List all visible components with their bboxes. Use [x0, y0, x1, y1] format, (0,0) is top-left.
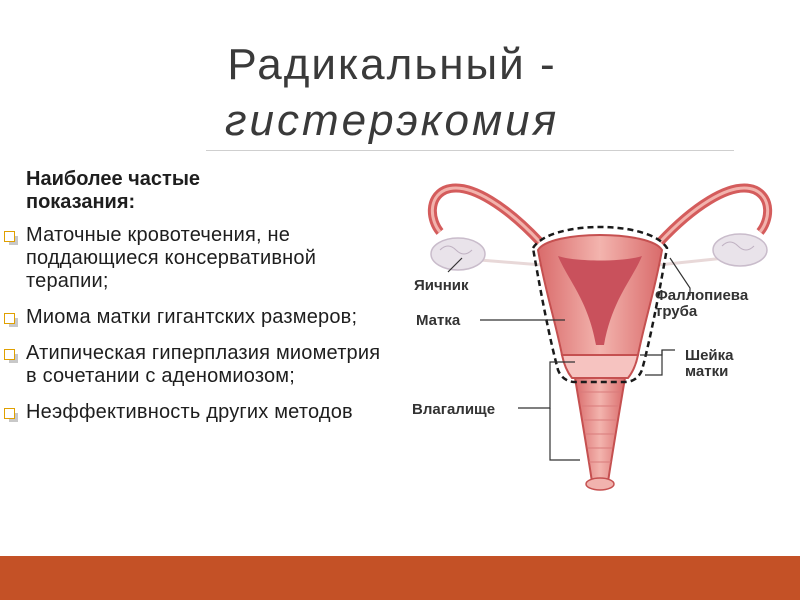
square-bullet-icon: [4, 231, 15, 242]
label-cervix-1: Шейка: [685, 347, 734, 364]
cervix: [562, 355, 638, 378]
label-ovary: Яичник: [414, 277, 469, 294]
right-ligament: [658, 258, 725, 265]
label-cervix-2: матки: [685, 363, 729, 380]
square-bullet-icon: [4, 349, 15, 360]
page-title-line2: гистерэкомия: [224, 96, 560, 145]
vagina: [575, 378, 625, 482]
page-title-line1: Радикальный -: [227, 40, 557, 89]
list-item: Атипическая гиперплазия миометрия в сочетании с аденомиозом;: [0, 342, 395, 388]
uterus-anatomy-diagram: [400, 170, 800, 500]
title-divider: [206, 150, 734, 151]
label-fallopian-2: труба: [655, 303, 698, 320]
footer-accent-bar: [0, 556, 800, 600]
right-ovary: [713, 234, 767, 266]
left-ovary: [431, 238, 485, 270]
indications-panel: [0, 168, 395, 437]
label-fallopian-1: Фаллопиева: [655, 287, 749, 304]
label-uterus: Матка: [416, 312, 461, 329]
left-ligament: [480, 260, 542, 265]
square-bullet-icon: [4, 408, 15, 419]
list-item: Неэффективность других методов: [0, 401, 395, 424]
indications-list: [0, 224, 395, 424]
indications-heading: Наиболее частые показания:: [26, 168, 201, 213]
label-vagina: Влагалище: [412, 401, 496, 418]
list-item: Миома матки гигантских размеров;: [0, 306, 395, 329]
list-item: Маточные кровотечения, не поддающиеся консервативной терапии;: [0, 224, 395, 293]
square-bullet-icon: [4, 313, 15, 324]
